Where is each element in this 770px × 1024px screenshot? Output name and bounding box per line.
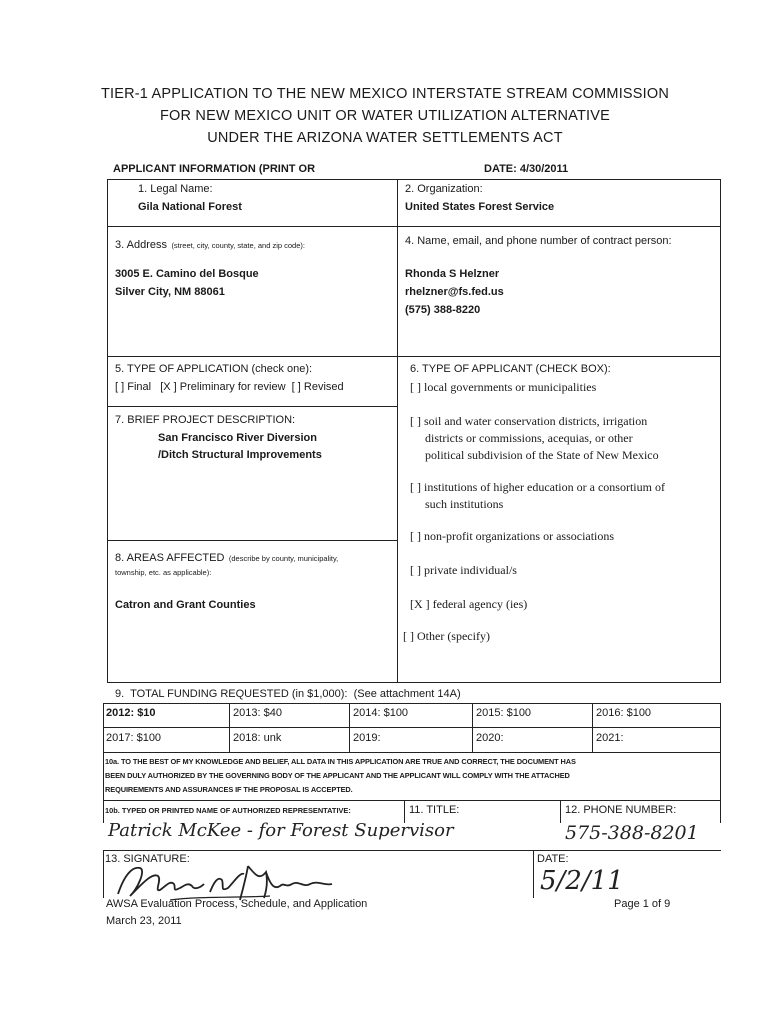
- applicant-option-soil-water-1: [ ] soil and water conservation districts, irrigation: [410, 414, 648, 428]
- organization-value: United States Forest Service: [405, 201, 555, 213]
- date-label: DATE:: [537, 853, 569, 865]
- applicant-option-non-profit: [ ] non-profit organizations or associations: [410, 529, 615, 543]
- areas-hint-2: township, etc. as applicable):: [115, 568, 212, 577]
- application-date: DATE: 4/30/2011: [484, 163, 569, 175]
- title-label: 11. TITLE:: [409, 804, 460, 816]
- type-of-application-label: 5. TYPE OF APPLICATION (check one):: [115, 363, 313, 375]
- funding-2018: 2018: unk: [233, 732, 282, 744]
- areas-hint-1: (describe by county, municipality,: [228, 554, 339, 563]
- address-hint: (street, city, county, state, and zip code):: [171, 241, 305, 250]
- funding-2020: 2020:: [476, 732, 504, 744]
- areas-value: Catron and Grant Counties: [115, 599, 256, 611]
- certification-line-1: 10a. TO THE BEST OF MY KNOWLEDGE AND BELIEF, ALL DATA IN THIS APPLICATION ARE TRUE AND CORRECT, THE DOCUMENT HAS: [105, 757, 576, 766]
- applicant-option-federal: [X ] federal agency (ies): [410, 597, 528, 611]
- authorized-rep-label: 10b. TYPED OR PRINTED NAME OF AUTHORIZED REPRESENTATIVE:: [105, 806, 351, 815]
- address-line-2: Silver City, NM 88061: [115, 286, 225, 298]
- page-number: Page 1 of 9: [614, 898, 671, 910]
- project-description-line-1: San Francisco River Diversion: [158, 432, 317, 444]
- title-line-2: FOR NEW MEXICO UNIT OR WATER UTILIZATION ALTERNATIVE: [160, 108, 610, 124]
- address-label-group: [115, 235, 305, 253]
- applicant-option-local-gov: [ ] local governments or municipalities: [410, 380, 597, 394]
- contact-name: Rhonda S Helzner: [405, 268, 500, 280]
- project-description-label: 7. BRIEF PROJECT DESCRIPTION:: [115, 414, 296, 426]
- funding-2015: 2015: $100: [476, 707, 532, 719]
- footer-line-2: March 23, 2011: [106, 915, 182, 927]
- contact-email: rhelzner@fs.fed.us: [405, 286, 504, 298]
- funding-2021: 2021:: [596, 732, 624, 744]
- applicant-option-higher-ed-2: such institutions: [425, 497, 504, 511]
- project-description-line-2: /Ditch Structural Improvements: [158, 449, 322, 461]
- areas-label-group: [115, 548, 338, 566]
- type-of-applicant-label: 6. TYPE OF APPLICANT (CHECK BOX):: [410, 363, 611, 375]
- funding-label: 9. TOTAL FUNDING REQUESTED (in $1,000): (See attachment 14A): [115, 688, 461, 700]
- phone-number-label: 12. PHONE NUMBER:: [565, 804, 677, 816]
- applicant-option-private: [ ] private individual/s: [410, 563, 517, 577]
- address-label: 3. Address: [115, 239, 167, 251]
- contact-phone: (575) 388-8220: [405, 304, 481, 316]
- authorized-rep-handwritten: Patrick McKee - for Forest Supervisor: [108, 820, 454, 841]
- legal-name-value: Gila National Forest: [138, 201, 242, 213]
- applicant-info-heading: APPLICANT INFORMATION (PRINT OR: [113, 163, 316, 175]
- funding-2014: 2014: $100: [353, 707, 409, 719]
- address-line-1: 3005 E. Camino del Bosque: [115, 268, 259, 280]
- signature-label: 13. SIGNATURE:: [105, 853, 190, 865]
- areas-label: 8. AREAS AFFECTED: [115, 552, 225, 564]
- funding-2017: 2017: $100: [106, 732, 162, 744]
- applicant-option-other: [ ] Other (specify): [403, 629, 490, 643]
- date-handwritten: 5/2/11: [540, 866, 624, 896]
- applicant-option-soil-water-2: districts or commissions, acequias, or other: [425, 431, 633, 445]
- type-of-application-options: [ ] Final [X ] Preliminary for review [ ] Revised: [115, 381, 344, 393]
- funding-2013: 2013: $40: [233, 707, 282, 719]
- title-line-1: TIER-1 APPLICATION TO THE NEW MEXICO INTERSTATE STREAM COMMISSION: [100, 86, 670, 102]
- footer-line-1: AWSA Evaluation Process, Schedule, and Application: [106, 898, 368, 910]
- funding-2016: 2016: $100: [596, 707, 652, 719]
- phone-handwritten: 575-388-8201: [565, 822, 699, 844]
- organization-label: 2. Organization:: [405, 183, 483, 195]
- contact-label: 4. Name, email, and phone number of contract person:: [405, 235, 672, 247]
- applicant-option-higher-ed-1: [ ] institutions of higher education or a consortium of: [410, 480, 665, 494]
- funding-2012: 2012: $10: [106, 707, 156, 719]
- certification-line-3: REQUIREMENTS AND ASSURANCES IF THE PROPOSAL IS ACCEPTED.: [105, 785, 353, 794]
- certification-line-2: BEEN DULY AUTHORIZED BY THE GOVERNING BODY OF THE APPLICANT AND THE APPLICANT WILL COMPLY WITH THE ATTACHED: [105, 771, 570, 780]
- title-line-3: UNDER THE ARIZONA WATER SETTLEMENTS ACT: [207, 130, 563, 146]
- legal-name-label: 1. Legal Name:: [138, 183, 213, 195]
- funding-2019: 2019:: [353, 732, 381, 744]
- applicant-option-soil-water-3: political subdivision of the State of New Mexico: [425, 448, 659, 462]
